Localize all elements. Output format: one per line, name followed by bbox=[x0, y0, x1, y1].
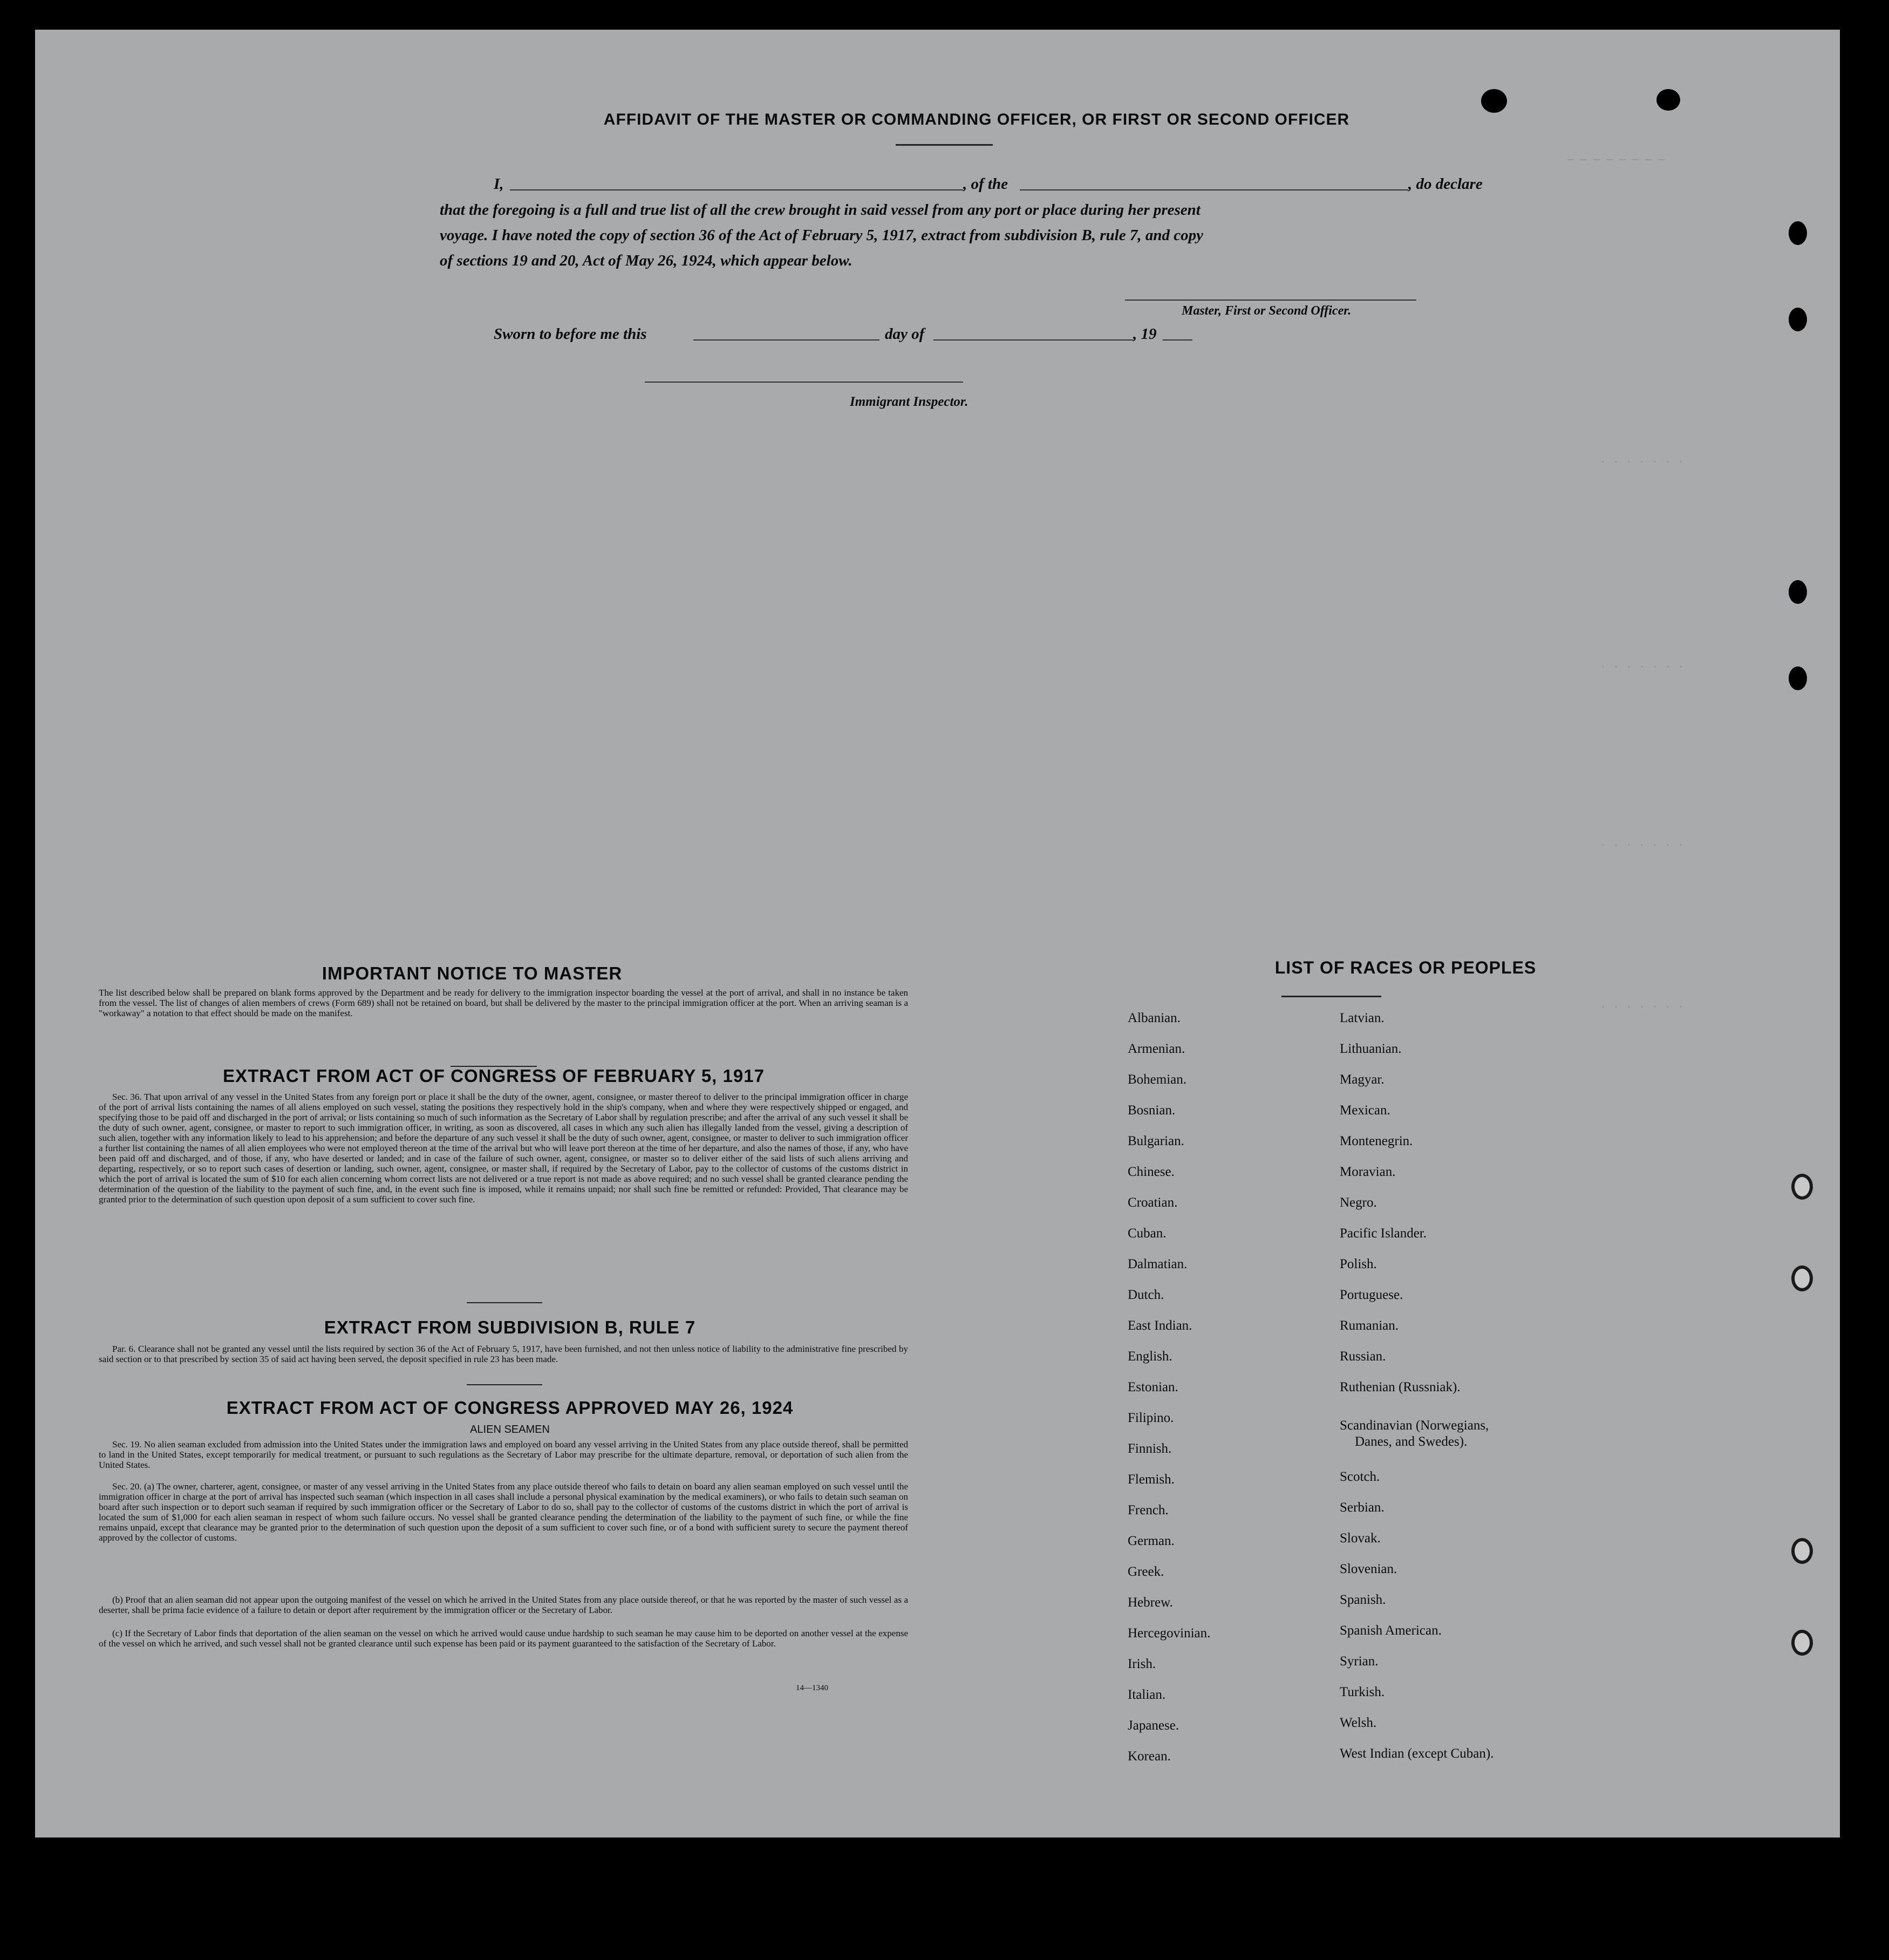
punch-hole bbox=[1656, 89, 1680, 111]
sworn-line bbox=[494, 325, 1249, 345]
race-item: Rumanian. bbox=[1340, 1318, 1399, 1333]
race-item: Pacific Islander. bbox=[1340, 1226, 1427, 1241]
inspector-signature-label: Immigrant Inspector. bbox=[850, 394, 969, 409]
extract-1924-sec20b: (b) Proof that an alien seaman did not appear upon the outgoing manifest of the vessel on which he arrived in the United States from any place outside thereof, or that he was reported by the master of such vessel as a deserter, shall be prima facie evidence of a failure to detain or deport after requirement by the immigration officer or the Secretary of Labor. bbox=[99, 1595, 908, 1615]
punch-hole bbox=[1789, 308, 1807, 331]
race-item: Lithuanian. bbox=[1340, 1042, 1402, 1056]
race-item: Japanese. bbox=[1128, 1718, 1179, 1733]
race-item: Spanish. bbox=[1340, 1592, 1386, 1607]
race-item: Montenegrin. bbox=[1340, 1134, 1413, 1148]
race-item: Dutch. bbox=[1128, 1288, 1164, 1302]
year-prefix: , 19 bbox=[1133, 325, 1157, 343]
race-item: Cuban. bbox=[1128, 1226, 1167, 1241]
race-item: Finnish. bbox=[1128, 1441, 1172, 1456]
race-item: Scandinavian (Norwegians, bbox=[1340, 1418, 1489, 1433]
races-left-column bbox=[1128, 1011, 1344, 1820]
rule-7-title: EXTRACT FROM SUBDIVISION B, RULE 7 bbox=[324, 1317, 696, 1337]
race-item: Irish. bbox=[1128, 1657, 1156, 1671]
race-item: Dalmatian. bbox=[1128, 1257, 1188, 1271]
punch-hole bbox=[1789, 666, 1807, 690]
extract-1924-sec20c: (c) If the Secretary of Labor finds that deportation of the alien seaman on the vessel on which he arrived would cause undue hardship to such seaman he may cause him to be deported on another vessel at the expense of the vessel on which he arrived, and such vessel shall not be granted clearance until such expense has been paid or its payment guaranteed to the satisfaction of the Secretary of Labor. bbox=[99, 1628, 908, 1649]
extract-1924-sec19: Sec. 19. No alien seaman excluded from admission into the United States under the immigration laws and employed on board any vessel arriving in the United States from any place outside thereof, shall be permitted to land in the United States, except temporarily for medical treatment, or pursuant to such regulations as the Secretary of Labor may prescribe for the ultimate departure, removal, or deportation of such alien from the United States. bbox=[99, 1439, 908, 1470]
declaration-line-4: of sections 19 and 20, Act of May 26, 1924, which appear below. bbox=[440, 252, 853, 269]
section-rule bbox=[467, 1384, 542, 1385]
race-item: Korean. bbox=[1128, 1749, 1171, 1764]
race-item: East Indian. bbox=[1128, 1318, 1192, 1333]
race-item: West Indian (except Cuban). bbox=[1340, 1746, 1494, 1761]
race-item: Welsh. bbox=[1340, 1716, 1377, 1730]
races-right-column bbox=[1340, 1011, 1717, 1820]
day-of-label: day of bbox=[885, 325, 925, 343]
extract-1917-text: Sec. 36. That upon arrival of any vessel in the United States from any foreign port or place it shall be the duty of the owner, agent, consignee, or master thereof to deliver to the principal immigration officer in charge of the port of arrival lists containing the names of all aliens employed on such vessel, stating the positions they respectively hold in the ship's company, when and where they were respectively shipped or engaged, and specifying those to be paid off and discharged in the port of arrival; or lists containing so much of such information as the Secretary of Labor shall by regulation prescribe; and after the arrival of any such vessel it shall be the duty of such owner, agent, consignee, or master to report to such immigration officer, in writing, as soon as discovered, all cases in which any such alien has illegally landed from the vessel, giving a description of such alien, together with any information likely to lead to his apprehension; and before the departure of any such vessel it shall be the duty of such owner, agent, consignee, or master to deliver to such immigration officer a further list containing the names of all alien employees who were not employed thereon at the time of the arrival but who will leave port thereon at the time of her departure, and also the names of those, if any, who have been paid off and discharged, and of those, if any, who have deserted or landed; and in case of the failure of such owner, agent, consignee, or master so to deliver either of the said lists of such aliens arriving and departing, respectively, or so to report such cases of desertion or landing, such owner, agent, consignee, or master shall, if required by the Secretary of Labor, pay to the collector of customs of the customs district in which the port of arrival is located the sum of $10 for each alien concerning whom correct lists are not delivered or a true report is not made as above required; and no such vessel shall be granted clearance pending the determination of the question of the liability to the payment of such fine, and, in the event such fine is imposed, while it remains unpaid; nor shall such fine be remitted or refunded: Provided, That clearance may be granted prior to the determination of such question upon deposit of a sum sufficient to cover such fine. bbox=[99, 1092, 908, 1204]
race-item: Bohemian. bbox=[1128, 1072, 1187, 1087]
race-item: Danes, and Swedes). bbox=[1355, 1434, 1468, 1449]
alien-seamen-subtitle: ALIEN SEAMEN bbox=[470, 1424, 550, 1435]
race-item: Serbian. bbox=[1340, 1500, 1385, 1515]
race-item: Negro. bbox=[1340, 1195, 1377, 1210]
race-item: Estonian. bbox=[1128, 1380, 1178, 1394]
vessel-prefix: , of the bbox=[963, 175, 1008, 193]
extract-1917-title: EXTRACT FROM ACT OF CONGRESS OF FEBRUARY 5, 1917 bbox=[223, 1066, 765, 1086]
races-title: LIST OF RACES OR PEOPLES bbox=[1274, 958, 1537, 977]
form-number: 14—1340 bbox=[796, 1684, 828, 1692]
notice-title: IMPORTANT NOTICE TO MASTER bbox=[322, 963, 623, 983]
sworn-year-field[interactable] bbox=[1163, 339, 1192, 341]
sworn-month-field[interactable] bbox=[933, 339, 1133, 341]
race-item: Turkish. bbox=[1340, 1685, 1385, 1699]
race-item: Ruthenian (Russniak). bbox=[1340, 1380, 1461, 1394]
punch-hole bbox=[1481, 89, 1507, 113]
race-item: Portuguese. bbox=[1340, 1288, 1403, 1302]
race-item: Chinese. bbox=[1128, 1165, 1175, 1179]
race-item: Slovak. bbox=[1340, 1531, 1381, 1546]
declarant-prefix: I, bbox=[494, 175, 504, 193]
reinforced-hole bbox=[1791, 1538, 1813, 1564]
declaration-line-1 bbox=[494, 175, 1486, 195]
race-item: Flemish. bbox=[1128, 1472, 1175, 1487]
inspector-signature-line[interactable] bbox=[645, 382, 963, 383]
race-item: Hebrew. bbox=[1128, 1595, 1173, 1610]
race-item: Russian. bbox=[1340, 1349, 1386, 1364]
rule-7-text: Par. 6. Clearance shall not be granted any vessel until the lists required by section 36 of the Act of February 5, 1917, have been furnished, and not then unless notice of liability to the administrative fine prescribed by said section or to that prescribed by section 35 of said act having been served, the deposit specified in rule 23 has been made. bbox=[99, 1344, 908, 1364]
race-item: Bulgarian. bbox=[1128, 1134, 1184, 1148]
punch-hole bbox=[1789, 221, 1807, 245]
reinforced-hole bbox=[1791, 1174, 1813, 1200]
punch-hole bbox=[1789, 580, 1807, 604]
declare-suffix: , do declare bbox=[1408, 175, 1483, 193]
race-item: Filipino. bbox=[1128, 1411, 1174, 1425]
race-item: Hercegovinian. bbox=[1128, 1626, 1211, 1641]
race-item: German. bbox=[1128, 1534, 1175, 1548]
declaration-line-3: voyage. I have noted the copy of section 36 of the Act of February 5, 1917, extract from subdivision B, rule 7, and copy bbox=[440, 227, 1203, 244]
extract-1924-sec20a: Sec. 20. (a) The owner, charterer, agent, consignee, or master of any vessel arriving in the United States from any place outside thereof who fails to detain on board any alien seaman employed on such vessel until the immigration officer in charge at the port of arrival has inspected such seaman (which inspection in all cases shall include a personal physical examination by the medical examiners), or who fails to detain such seaman on board after such inspection or to deport such seaman if required by such immigration officer or the Secretary of Labor to do so, shall pay to the collector of customs of the customs district in which the port of arrival is located the sum of $1,000 for each alien seaman in respect of whom such failure occurs. No vessel shall be granted clearance pending the determination of the liability to the payment of such fine, or while the fine remains unpaid, except that clearance may be granted prior to the determination of such question upon the deposit of a sum sufficient to cover such fine, or of a bond with sufficient surety to secure the payment thereof approved by the collector of customs. bbox=[99, 1481, 908, 1543]
notice-text: The list described below shall be prepared on blank forms approved by the Department and be ready for delivery to the immigration inspector boarding the vessel at the port of arrival, and shall in no instance be taken from the vessel. The list of changes of alien members of crews (Form 689) shall not be retained on board, but shall be delivered by the master to the principal immigration officer at the port. When an arriving seaman is a "workaway" a notation to that effect should be made on the manifest. bbox=[99, 988, 908, 1018]
extract-1924-title: EXTRACT FROM ACT OF CONGRESS APPROVED MAY 26, 1924 bbox=[226, 1398, 794, 1418]
race-item: French. bbox=[1128, 1503, 1169, 1517]
title-rule bbox=[896, 144, 993, 146]
race-item: Moravian. bbox=[1340, 1165, 1396, 1179]
race-item: Croatian. bbox=[1128, 1195, 1178, 1210]
race-item: Scotch. bbox=[1340, 1469, 1380, 1484]
race-item: Mexican. bbox=[1340, 1103, 1390, 1118]
manifest-page: — — — — — — — — · · · · · · · · · · · · · · · · · · · · · · · · · · · · AFFIDAVIT OF THE MASTER OR COMMANDING OFFICER, OR FIRST OR SECOND OFFICER I, , of the , do declare that the foregoing is a full and true list of all the crew brought in said vessel from any port or place during her present voyage. I have noted the copy of section 36 of the Act of February 5, 1917, extract from subdivision B, rule 7, and copy of sections 19 and 20, Act of May 26, 1924, which appear below. Master, First or Second Officer. Sworn to before me this day of , 19 Immigrant Inspector. IMPORTANT NOTICE TO MASTER The list described below shall be prepared on blank forms approved by the Department and be ready for delivery to the immigration inspector boarding the vessel at the port of arrival, and shall in no instance be taken from the vessel. The list of changes of alien members of crews (Form 689) shall not be retained on board, but shall be delivered by the master to the principal immigration officer at the port. When an arriving seaman is a "workaway" a notation to that effect should be made on the manifest. EXTRACT FROM ACT OF CONGRESS OF FEBRUARY 5, 1917 Sec. 36. That upon arrival of any vessel in the United States from any foreign port or place it shall be the duty of the owner, agent, consignee, or master thereof to deliver to the principal immigration officer in charge of the port of arrival lists containing the names of all aliens employed on such vessel, stating the positions they respectively hold in the ship's company, when and where they were respectively shipped or engaged, and specifying those to be paid off and discharged in the port of arrival; or lists containing so much of such information as the Secretary of Labor shall by regulation prescribe; and after the arrival of any such vessel it shall be the duty of such owner, agent, consignee, or master to report to such immigration officer, in writing, as soon as discovered, all cases in which any such alien has illegally landed from the vessel, giving a description of such alien, together with any information likely to lead to his apprehension; and before the departure of any such vessel it shall be the duty of such owner, agent, consignee, or master to deliver to such immigration officer a further list containing the names of all alien employees who were not employed thereon at the time of the arrival but who will leave port thereon at the time of her departure, and also the names of those, if any, who have been paid off and discharged, and of those, if any, who have deserted or landed; and in case of the failure of such owner, agent, consignee, or master so to deliver either of the said lists of such aliens arriving and departing, respectively, or so to report such cases of desertion or landing, such owner, agent, consignee, or master shall, if required by the Secretary of Labor, pay to the collector of customs of the customs district in which the port of arrival is located the sum of $10 for each alien concerning whom correct lists are not delivered or a true report is not made as above required; and no such vessel shall be granted clearance pending the determination of the question of the liability to the payment of such fine, and, in the event such fine is imposed, while it remains unpaid; nor shall such fine be remitted or refunded: Provided, That clearance may be granted prior to the determination of such question upon deposit of a sum sufficient to cover such fine. EXTRACT FROM SUBDIVISION B, RULE 7 Par. 6. Clearance shall not be granted any vessel until the lists required by section 36 of the Act of February 5, 1917, have been furnished, and not then unless notice of liability to the administrative fine prescribed by said section or to that prescribed by section 35 of said act having been served, the deposit specified in rule 23 has been made. EXTRACT FROM ACT OF CONGRESS APPROVED MAY 26, 1924 ALIEN SEAMEN Sec. 19. No alien seaman excluded from admission into the United States under the immigration laws and employed on board any vessel arriving in the United States from any place outside thereof, shall be permitted to land in the United States, except temporarily for medical treatment, or pursuant to such regulations as the Secretary of Labor may prescribe for the ultimate departure, removal, or deportation of such alien from the United States. Sec. 20. (a) The owner, charterer, agent, consignee, or master of any vessel arriving in the United States from any place outside thereof who fails to detain on board any alien seaman employed on such vessel until the immigration officer in charge at the port of arrival has inspected such seaman (which inspection in all cases shall include a personal physical examination by the medical examiners), or who fails to detain such seaman on board after such inspection or to deport such seaman if required by such immigration officer or the Secretary of Labor to do so, shall pay to the collector of customs of the customs district in which the port of arrival is located the sum of $1,000 for each alien seaman in respect of whom such failure occurs. No vessel shall be granted clearance pending the determination of the liability to the payment of such fine, or while the fine remains unpaid, except that clearance may be granted prior to the determination of such question upon the deposit of a sum sufficient to cover such fine, or of a bond with sufficient surety to secure the payment thereof approved by the collector of customs. (b) Proof that an alien seaman did not appear upon the outgoing manifest of the vessel on which he arrived in the United States from any place outside thereof, or that he was reported by the master of such vessel as a deserter, shall be prima facie evidence of a failure to detain or deport after requirement by the immigration officer or the Secretary of Labor. (c) If the Secretary of Labor finds that deportation of the alien seaman on the vessel on which he arrived would cause undue hardship to such seaman he may cause him to be deported on another vessel at the expense of the vessel on which he arrived, and such vessel shall not be granted clearance until such expense has been paid or its payment guaranteed to the satisfaction of the Secretary of Labor. 14—1340 LIST OF RACES OR PEOPLES Albanian. Armenian. Bohemian. Bosnian. Bulgarian. Chinese. Croatian. Cuban. Dalmatian. Dutch. East Indian. English. Estonian. Filipino. Finnish. Flemish. French. German. Greek. Hebrew. Hercegovinian. Irish. Italian. Japanese. Korean. Latvian. Lithuanian. Magyar. Mexican. Montenegrin. Moravian. Negro. Pacific Islander. Polish. Portuguese. Rumanian. Russian. Ruthenian (Russniak). Scandinavian (Norwegians, Danes, and Swedes). Scotch. Serbian. Slovak. Slovenian. Spanish. Spanish American. Syrian. Turkish. Welsh. West Indian (except Cuban). bbox=[35, 30, 1840, 1838]
race-item: Slovenian. bbox=[1340, 1562, 1397, 1576]
race-item: English. bbox=[1128, 1349, 1172, 1364]
race-item: Greek. bbox=[1128, 1564, 1164, 1579]
race-item: Syrian. bbox=[1340, 1654, 1379, 1669]
affidavit-title: AFFIDAVIT OF THE MASTER OR COMMANDING OFFICER, OR FIRST OR SECOND OFFICER bbox=[603, 111, 1350, 128]
races-title-rule bbox=[1281, 996, 1381, 997]
reinforced-hole bbox=[1791, 1265, 1813, 1291]
declarant-name-field[interactable] bbox=[510, 189, 963, 190]
race-item: Latvian. bbox=[1340, 1011, 1385, 1025]
officer-signature-line[interactable] bbox=[1125, 300, 1416, 301]
reinforced-hole bbox=[1791, 1630, 1813, 1656]
declaration-line-2: that the foregoing is a full and true list of all the crew brought in said vessel from any port or place during her present bbox=[440, 201, 1201, 219]
race-item: Armenian. bbox=[1128, 1042, 1185, 1056]
race-item: Polish. bbox=[1340, 1257, 1377, 1271]
vessel-name-field[interactable] bbox=[1020, 189, 1408, 190]
officer-signature-label: Master, First or Second Officer. bbox=[1182, 304, 1352, 318]
race-item: Italian. bbox=[1128, 1687, 1166, 1702]
race-item: Spanish American. bbox=[1340, 1623, 1442, 1638]
race-item: Magyar. bbox=[1340, 1072, 1385, 1087]
sworn-day-field[interactable] bbox=[693, 339, 879, 341]
race-item: Bosnian. bbox=[1128, 1103, 1176, 1118]
sworn-prefix: Sworn to before me this bbox=[494, 325, 647, 343]
section-rule bbox=[467, 1302, 542, 1303]
race-item: Albanian. bbox=[1128, 1011, 1181, 1025]
